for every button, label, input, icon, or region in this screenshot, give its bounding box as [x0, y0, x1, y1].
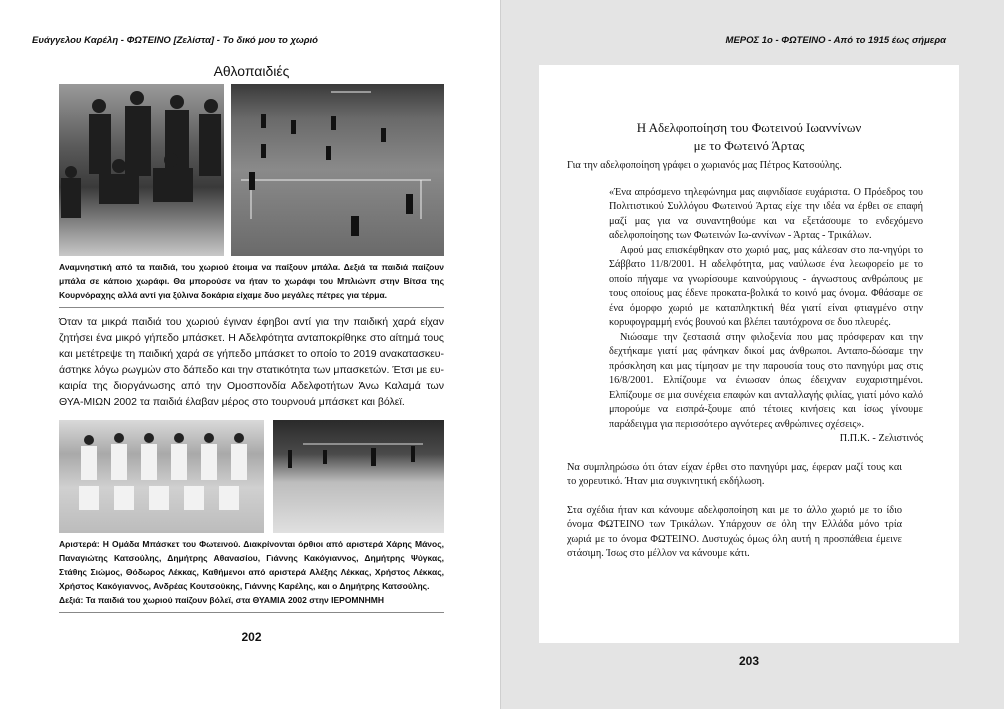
left-header: Ευάγγελου Καρέλη - ΦΩΤΕΙΝΟ [Ζελίστα] - Το δικό μου το χωριό — [32, 35, 318, 46]
top-photos — [59, 84, 444, 256]
photo-basketball-team — [59, 420, 264, 533]
quote-signature: Π.Π.Κ. - Ζελιστινός — [839, 433, 923, 444]
quote-paragraph: «Ένα απρόσμενο τηλεφώνημα μας αιφνιδίασε ευχάριστα. Ο Πρόεδρος του Πολιτιστικού Συλλόγου Φωτεινού Άρτας είχε την ιδέα να έρθει σε επαφή μαζί μας για να συναντηθούμε και να εξετάσουμε το ενδεχόμενο αδελφοποίησης των Φωτεινών Ιω-αννίνων - Άρτας - Τρικάλων. — [609, 186, 923, 241]
caption-bottom-left: Αριστερά: Η Ομάδα Μπάσκετ του Φωτεινού. Διακρίνονται όρθιοι από αριστερά Χάρης Μάνος, Παναγιώτης Κατσούλης, Δημήτρης Αθανασίου, Γιάννης Κακόγιαννος, Δημήτρης Ψύγκας, Στάθης Σιώμος, Θόδωρος Λέκκας, Καθήμενοι από αριστερά Αλέξης Λέκκας, Χρήστος Λέκκας, Χρήστος Κακόγιαννος, Ανδρέας Κουτσούκης, Γιάννης Καρέλης, και ο Δημήτρης Κατσούλης. — [59, 539, 444, 591]
photo-team-players — [59, 420, 264, 533]
caption-top: Αναμνηστική από τα παιδιά, του χωριού έτοιμα να παίξουν μπάλα. Δεξιά τα παιδιά παίζουν μπάλα σε κάποιο χωράφι. Θα μπορούσε να ήταν το χωράφι του Μπλιώνπ στην Βίτσα της Κουρνόραχης αλλά αντί για ξύλινα δοκάρια είχαμε δυο μεγάλες πέτρες για τέρμα. — [59, 262, 444, 300]
photo-boys-group — [59, 84, 224, 256]
paragraph-1: Να συμπληρώσω ότι όταν είχαν έρθει στο πανηγύρι μας, έφεραν μαζί τους και το χορευτικό. Ήταν μια συγκινητική εκδήλωση. — [567, 461, 902, 487]
quote-paragraph: Νιώσαμε την ζεστασιά στην φιλοξενία που μας πρόσφεραν και την δεχτήκαμε γιατί μας φάνηκαν δικοί μας άνθρωποι. Ανταπο-δώσαμε την πρόσκληση και μας τίμησαν με την παρουσία τους στο πανηγύρι μας στις 16/8/2001. Ελπίζουμε να ένιωσαν όπως έδειχναν ευχαριστημένοι. Ελπίζουμε σε μια συνέχεια επαφών και ανταλλαγής φιλίας, γιατί μόνο καλό μπορούμε να εισπρά-ξουμε από τέτοιες κινήσεις και ίσως γίνουμε παράδειγμα για περισσότερο αγνότερες ανθρώπινες σχέσεις». — [609, 331, 923, 430]
right-content-sheet — [539, 65, 959, 643]
photo-boys-figures — [59, 84, 224, 256]
paragraph-2: Στα σχέδια ήταν και κάνουμε αδελφοποίηση και με το άλλο χωριό με το ίδιο όνομα ΦΩΤΕΙΝΟ των Τρικάλων. Υπάρχουν σε όλη την Ελλάδα μόνο τρία χωριά με το όνομα ΦΩΤΕΙΝΟ. Δυστυχώς όμως όλη αυτή η προσπάθεια έμεινε στάσιμη. Ίσως στο μέλλον να κάνουμε κάτι. — [567, 504, 902, 559]
article-title — [567, 119, 931, 155]
bottom-photos — [59, 420, 444, 533]
photo-football-field — [231, 84, 444, 256]
intro-text: Για την αδελφοποίηση γράφει ο χωριανός μας Πέτρος Κατσούλης. — [567, 160, 842, 171]
article-title-line1: Η Αδελφοποίηση του Φωτεινού Ιωαννίνων — [636, 120, 862, 135]
section-title: Αθλοπαιδιές — [213, 63, 290, 79]
right-header: ΜΕΡΟΣ 1ο - ΦΩΤΕΙΝΟ - Από το 1915 έως σήμερα — [725, 35, 946, 46]
quote-block — [609, 186, 923, 447]
left-page — [0, 0, 500, 709]
right-page — [500, 0, 1004, 709]
caption-bottom-right: Δεξιά: Τα παιδιά του χωριού παίζουν βόλεϊ, στα ΘΥΑΜΙΑ 2002 στην ΙΕΡΟΜΝΗΜΗ — [59, 595, 385, 605]
article-title-line2: με το Φωτεινό Άρτας — [693, 138, 805, 153]
photo-volleyball — [273, 420, 444, 533]
caption-bottom — [59, 537, 444, 607]
quote-paragraph: Αφού μας επισκέφθηκαν στο χωριό μας, μας κάλεσαν στο πα-νηγύρι το Σάββατο 11/8/2001. Η αδελφότητα, μας ναύλωσε ένα λεωφορείο με το οποίο πήγαμε να γνωρίσουμε καινούργιους - άγνωστους ανθρώπους με τους οποίους μας έδενε προκατα-βολικά το κοινό μας όνομα. Φθάσαμε σε ένα όμορφο χωριό με καταπληκτική θέα γιατί είναι φτιαγμένο στην κορυφογραμμή ενός βουνού και βλέπει ταυτόχρονα σε δυο πλευρές. — [609, 244, 923, 328]
body-paragraph: Όταν τα μικρά παιδιά του χωριού έγιναν έφηβοι αντί για την παιδική χαρά είχαν ζητήσει ένα μικρό γήπεδο μπάσκετ. Η Αδελφότητα ανταποκρίθηκε στο αίτημά τους και μετέτρεψε τη παιδική χαρά σε γήπεδο μπάσκετ το οποίο το 2019 ανακατασκευ-άστηκε λόγω ρωγμών στο δάπεδο και την στατικότητα των μπασκετών. Έτσι με ευ-καιρία της διοργάνωσης από την Ομοσπονδία Αδελφοτήτων Άνω Καλαμά των ΘΥΑ-ΜΙΩΝ 2002 τα παιδιά έλαβαν μέρος στο τουρνουά μπάσκετ και βόλεϊ. — [59, 316, 444, 408]
divider-top — [59, 307, 444, 308]
photo-volleyball-players — [273, 420, 444, 533]
divider-bottom — [59, 612, 444, 613]
page-number-left: 202 — [241, 630, 262, 644]
page-number-right: 203 — [738, 654, 760, 668]
photo-field-players — [231, 84, 444, 256]
